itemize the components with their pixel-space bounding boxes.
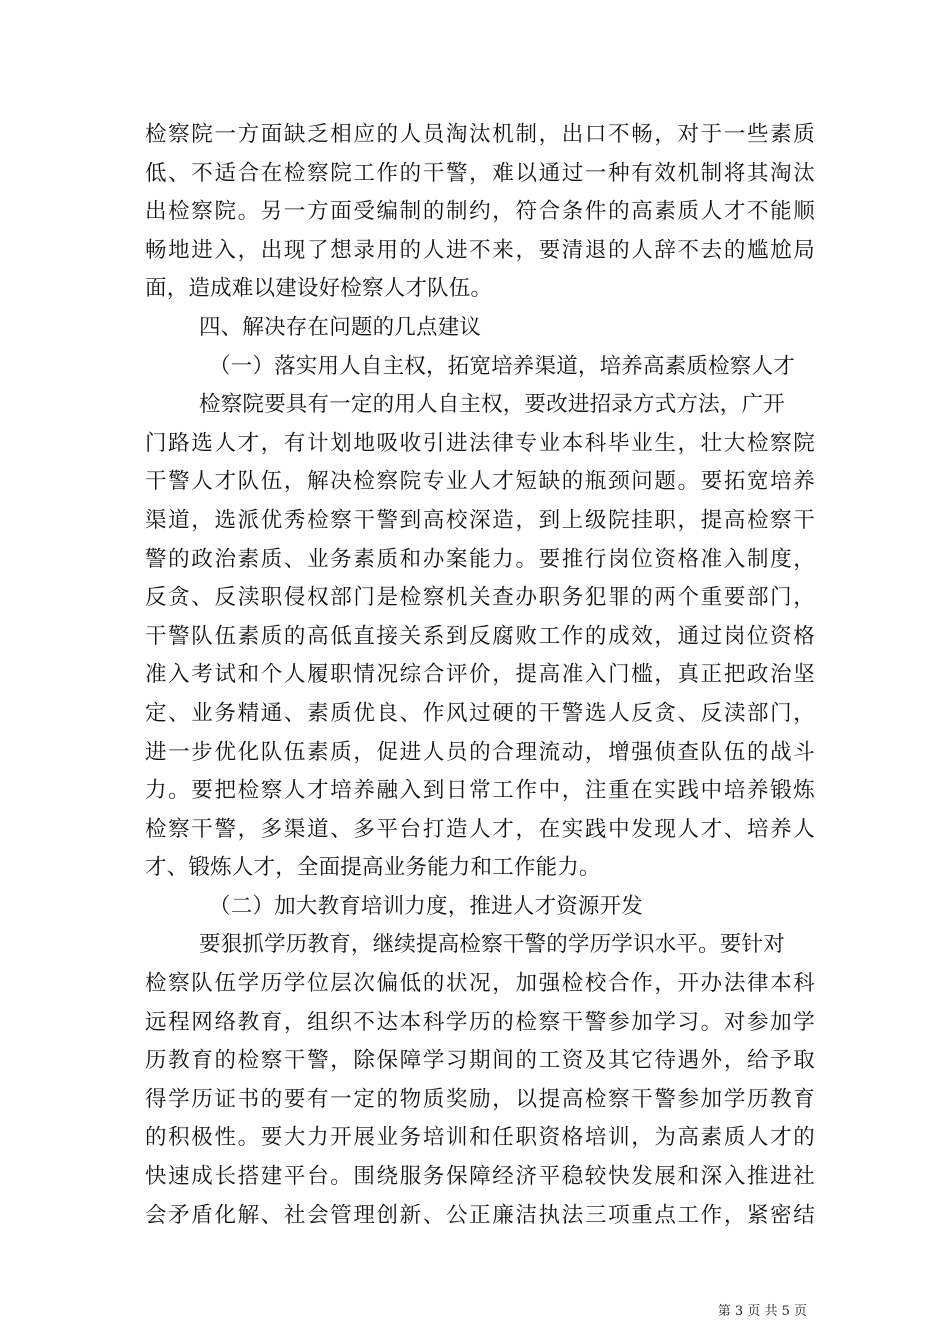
text-line: 进一步优化队伍素质，促进人员的合理流动，增强侦查队伍的战斗 — [145, 739, 815, 765]
text-line: 得学历证书的要有一定的物质奖励，以提高检察干警参加学历教育 — [145, 1086, 815, 1112]
subsection-heading: （二）加大教育培训力度，推进人才资源开发 — [209, 893, 644, 919]
text-line: 渠道，选派优秀检察干警到高校深造，到上级院挂职，提高检察干 — [145, 507, 815, 533]
text-line: 会矛盾化解、社会管理创新、公正廉洁执法三项重点工作，紧密结 — [145, 1202, 815, 1228]
text-line: 干警队伍素质的高低直接关系到反腐败工作的成效，通过岗位资格 — [145, 623, 815, 649]
text-line: 力。要把检察人才培养融入到日常工作中，注重在实践中培养锻炼 — [145, 778, 815, 804]
text-line: 快速成长搭建平台。围绕服务保障经济平稳较快发展和深入推进社 — [145, 1164, 815, 1190]
text-line: 低、不适合在检察院工作的干警，难以通过一种有效机制将其淘汰 — [145, 160, 815, 186]
subsection-heading: （一）落实用人自主权，拓宽培养渠道，培养高素质检察人才 — [209, 353, 795, 379]
text-line: 要狠抓学历教育，继续提高检察干警的学历学识水平。要针对 — [199, 932, 785, 958]
text-line: 准入考试和个人履职情况综合评价，提高准入门槛，真正把政治坚 — [145, 662, 815, 688]
text-line: 历教育的检察干警，除保障学习期间的工资及其它待遇外，给予取 — [145, 1048, 815, 1074]
text-line: 的积极性。要大力开展业务培训和任职资格培训，为高素质人才的 — [145, 1125, 815, 1151]
text-line: 反贪、反渎职侵权部门是检察机关查办职务犯罪的两个重要部门， — [145, 585, 815, 611]
text-line: 检察干警，多渠道、多平台打造人才，在实践中发现人才、培养人 — [145, 816, 815, 842]
page-number: 第 3 页 共 5 页 — [717, 1304, 807, 1319]
section-heading: 四、解决存在问题的几点建议 — [199, 314, 482, 340]
text-line: 警的政治素质、业务素质和办案能力。要推行岗位资格准入制度， — [145, 546, 815, 572]
text-line: 出检察院。另一方面受编制的制约，符合条件的高素质人才不能顺 — [145, 199, 815, 225]
text-line: 干警人才队伍，解决检察院专业人才短缺的瓶颈问题。要拓宽培养 — [145, 469, 815, 495]
text-line: 远程网络教育，组织不达本科学历的检察干警参加学习。对参加学 — [145, 1009, 815, 1035]
text-line: 检察院一方面缺乏相应的人员淘汰机制，出口不畅，对于一些素质 — [145, 122, 815, 147]
document-body — [145, 116, 815, 1235]
text-line: 检察队伍学历学位层次偏低的状况，加强检校合作，开办法律本科 — [145, 971, 815, 997]
text-line: 才、锻炼人才，全面提高业务能力和工作能力。 — [145, 855, 601, 881]
text-line: 检察院要具有一定的用人自主权，要改进招录方式方法，广开 — [199, 392, 785, 418]
text-line: 畅地进入，出现了想录用的人进不来，要清退的人辞不去的尴尬局 — [145, 237, 815, 263]
text-line: 定、业务精通、素质优良、作风过硬的干警选人反贪、反渎部门， — [145, 700, 815, 726]
text-line: 门路选人才，有计划地吸收引进法律专业本科毕业生，壮大检察院 — [145, 430, 815, 456]
text-line: 面，造成难以建设好检察人才队伍。 — [145, 276, 493, 302]
